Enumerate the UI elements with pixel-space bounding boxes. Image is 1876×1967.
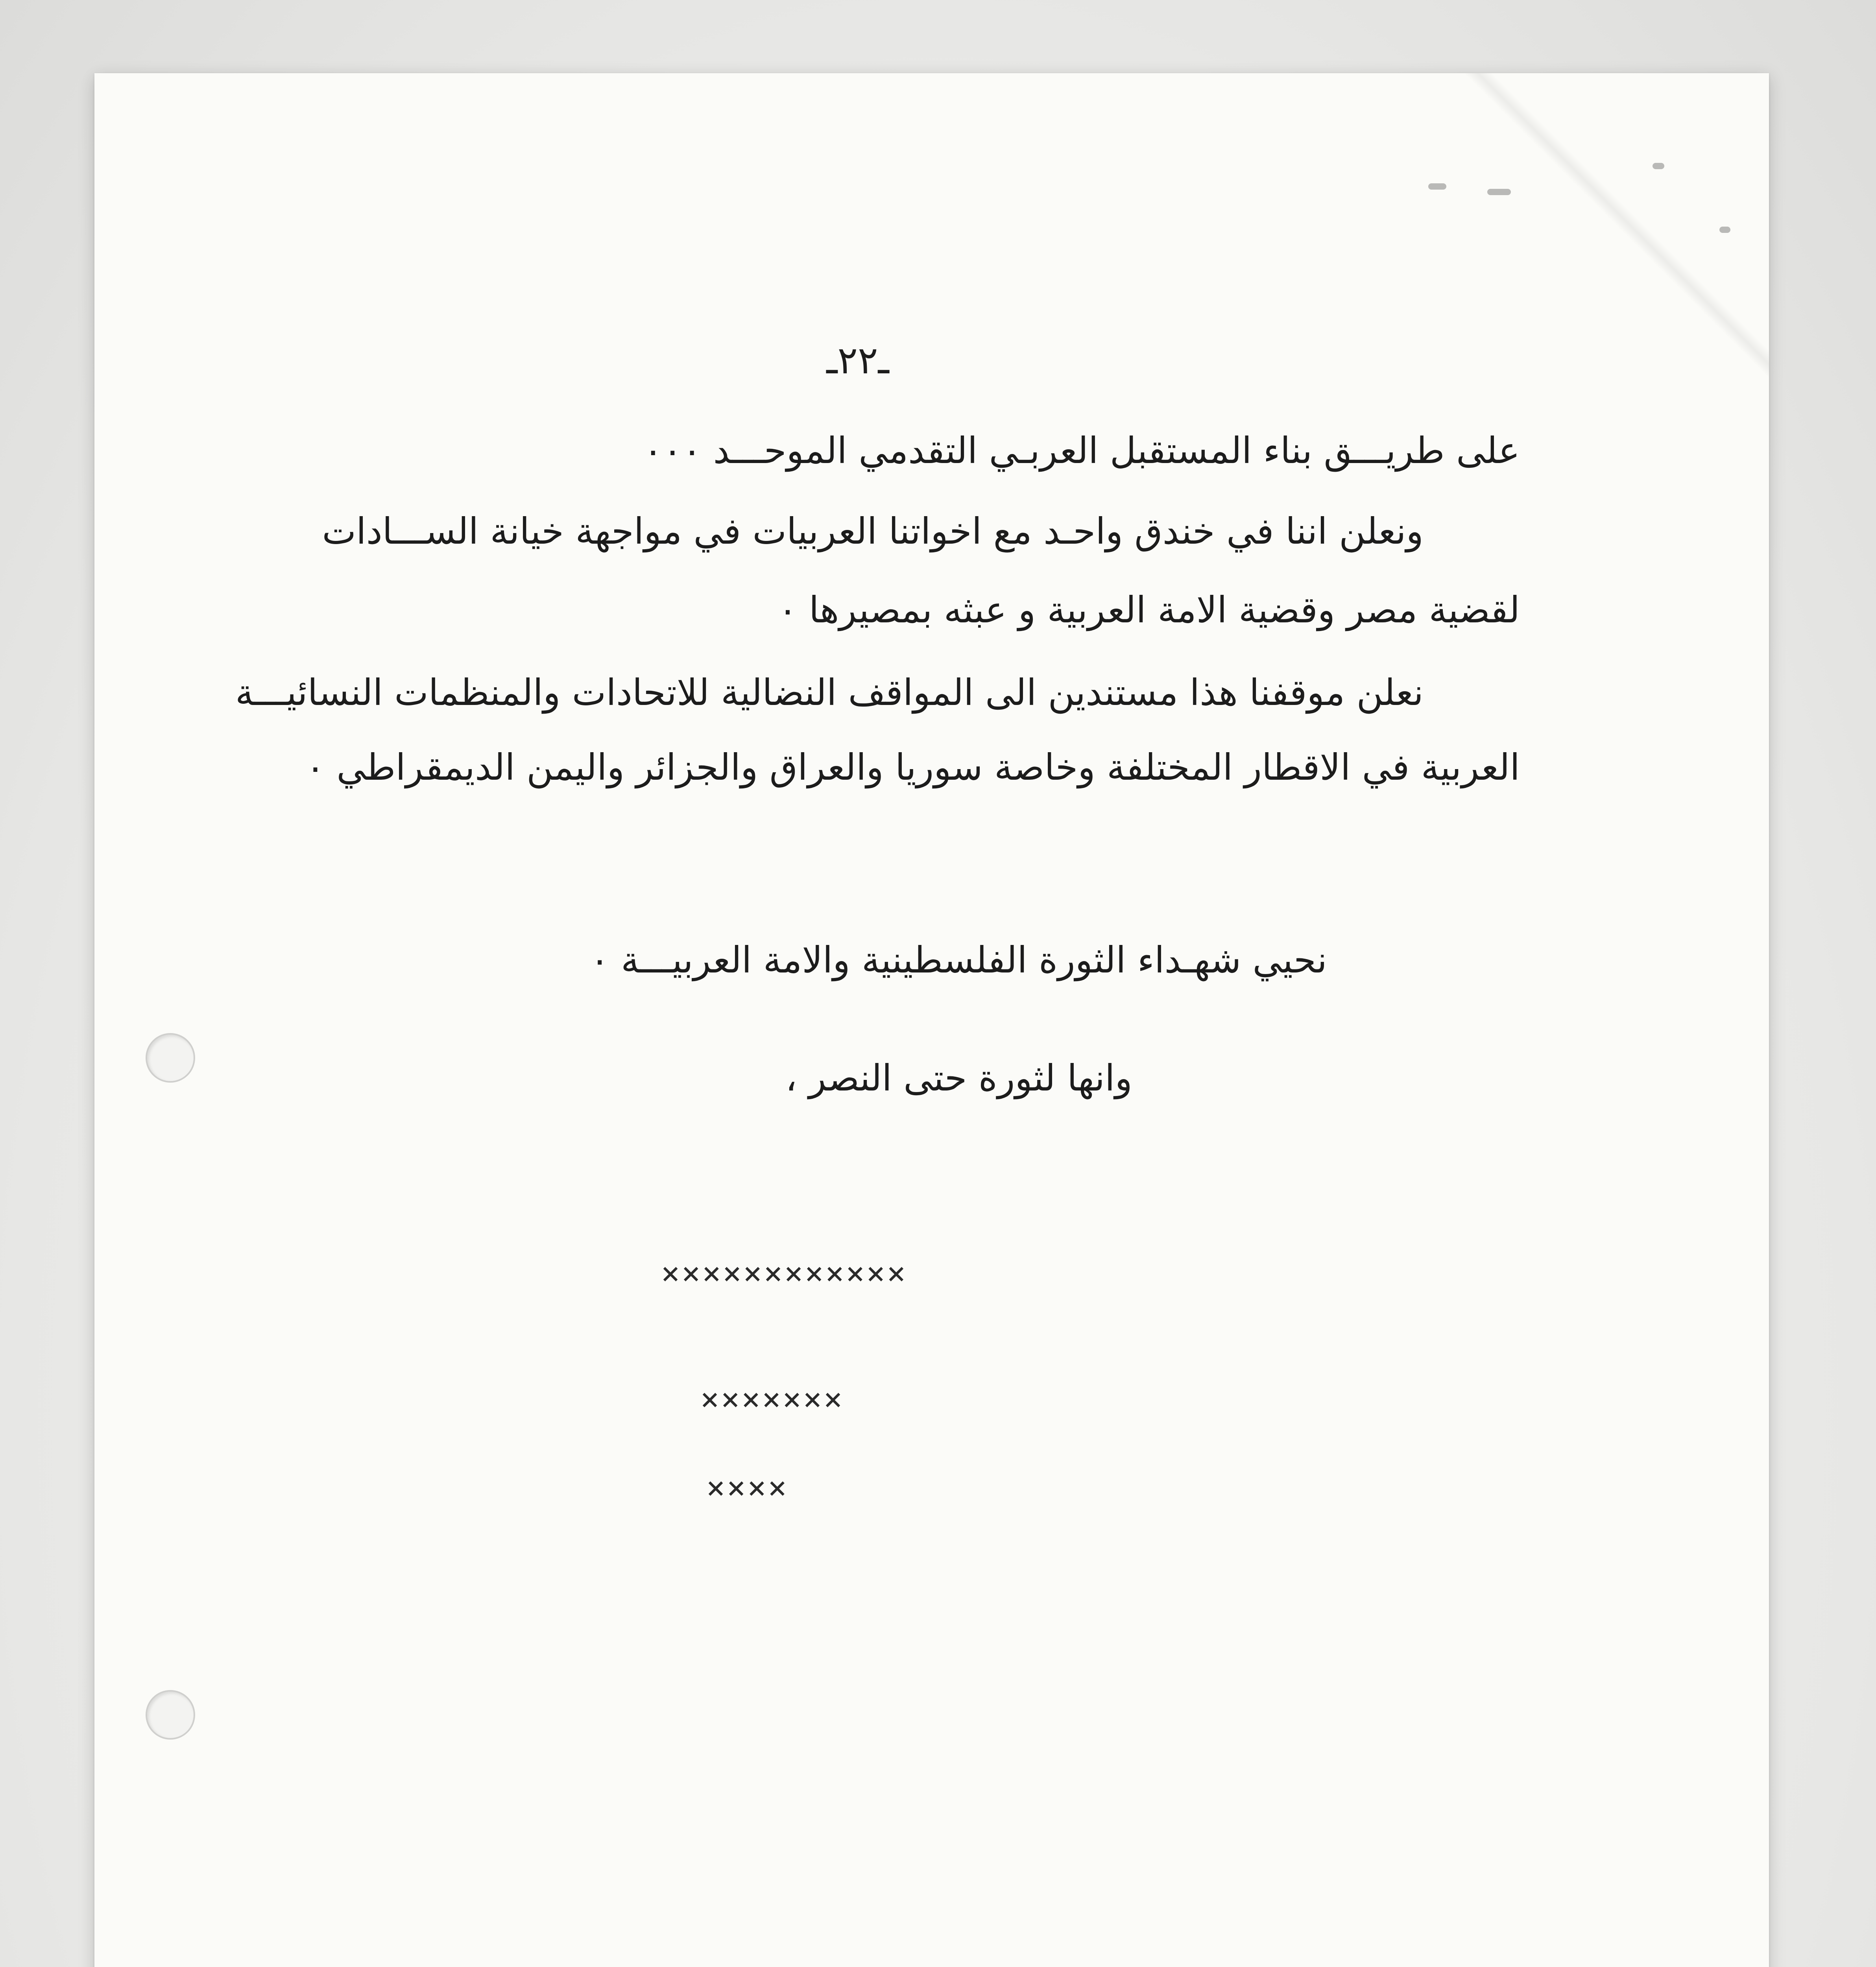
punch-hole-top [146,1033,195,1083]
staple-mark [1428,183,1446,190]
staple-mark [1653,163,1664,169]
slogan-line: وانها لثورة حتى النصر ، [785,1057,1132,1099]
salute-line: نحيي شهـداء الثورة الفلسطينية والامة العربيـــة ٠ [590,939,1327,981]
staple-mark [1719,227,1730,233]
text-line-3: لقضية مصر وقضية الامة العربية و عبثه بمصيرها ٠ [778,589,1520,631]
corner-fold [1431,73,1769,380]
punch-hole-bottom [146,1690,195,1740]
closing-mark-2: ××××××× [700,1381,844,1417]
page-number: ـ٢٢ـ [826,338,889,382]
closing-mark-3: ×××× [706,1469,788,1506]
closing-mark-1: ×××××××××××× [661,1255,907,1292]
text-line-1: على طريـــق بناء المستقبل العربـي التقدمي الموحـــد ٠٠٠ [643,430,1520,472]
text-line-5: العربية في الاقطار المختلفة وخاصة سوريا والعراق والجزائر واليمن الديمقراطي ٠ [305,746,1520,788]
text-line-4: نعلن موقفنا هذا مستندين الى المواقف النضالية للاتحادات والمنظمات النسائيـــة [235,672,1424,714]
staple-mark [1487,189,1511,195]
text-line-2: ونعلن اننا في خندق واحـد مع اخواتنا العربيات في مواجهة خيانة الســـادات [322,510,1424,552]
